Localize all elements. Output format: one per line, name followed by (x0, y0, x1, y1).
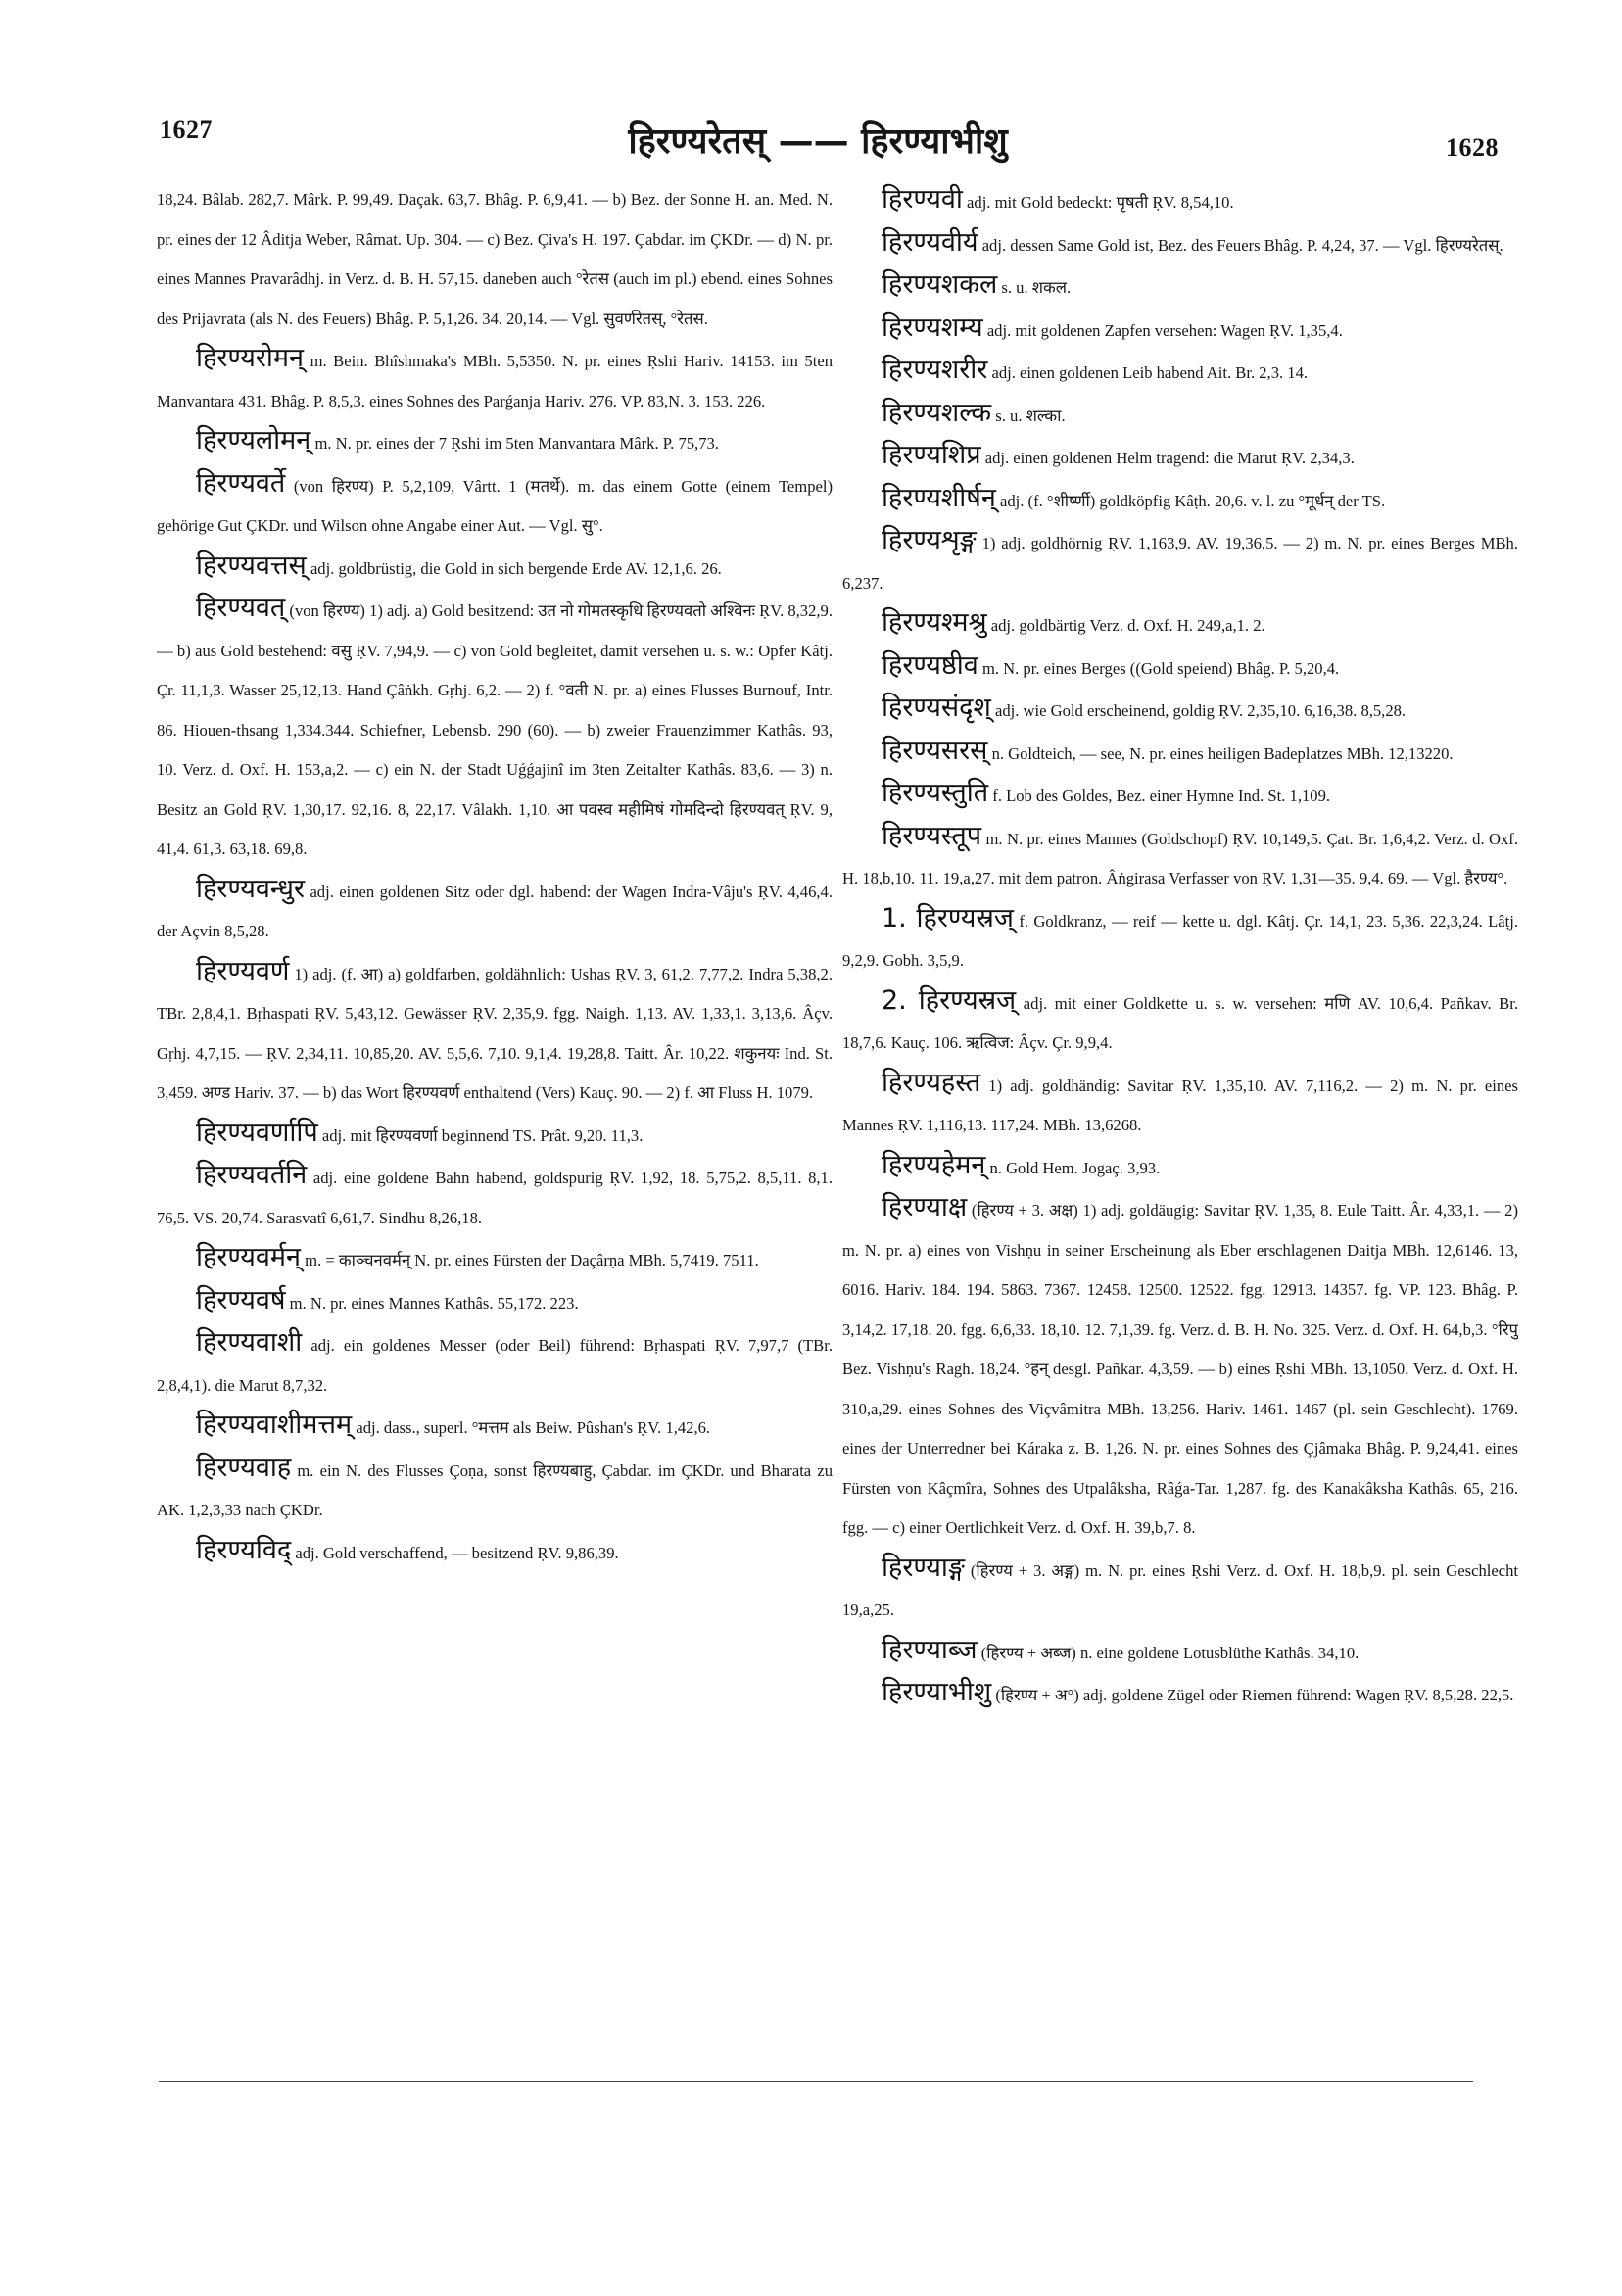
dictionary-entry (157, 1449, 833, 1531)
dictionary-entry (842, 1188, 1518, 1549)
entry-text: m. N. pr. eines Berges ((Gold speiend) Bhâg. P. 5,20,4. (981, 658, 1340, 678)
dictionary-entry (157, 952, 833, 1114)
entry-headword: हिरण्यष्ठीव (882, 649, 978, 681)
entry-text: 1) adj. (f. आ) a) goldfarben, goldähnlich: Ushas ṚV. 3, 61,2. 7,77,2. Indra 5,38,2. TBr. 2,8,4,1. Bṛhaspati ṚV. 5,43,12. Gewässer ṚV. 2,35,9. fgg. Naigh. 1,13. AV. 1,33,1. 3,13,6. Âçv. Gṛhj. 4,7,15. — ṚV. 2,34,11. 10,85,20. AV. 5,5,6. 7,10. 9,1,4. 19,28,8. Taitt. Âr. 10,22. शकुनयः Ind. St. 3,459. अण्ड Hariv. 37. — b) das Wort हिरण्यवर्ण enthaltend (Vers) Kauç. 90. — 2) f. आ Fluss H. 1079. (157, 964, 833, 1102)
entry-text: m. N. pr. eines Mannes Kathâs. 55,172. 223. (289, 1293, 579, 1313)
dictionary-entry (157, 1323, 833, 1406)
entry-headword: हिरण्यवीर्य (882, 226, 978, 258)
dictionary-entry (842, 394, 1518, 437)
entry-text: 1) adj. goldhörnig ṚV. 1,163,9. AV. 19,36,5. — 2) m. N. pr. eines Berges MBh. 6,237. (842, 534, 1518, 593)
dictionary-entry (157, 180, 833, 339)
entry-text: f. Lob des Goldes, Bez. einer Hymne Ind. St. 1,109. (992, 787, 1331, 805)
footer-rule (159, 2081, 1473, 2082)
entry-text: (von हिरण्य) P. 5,2,109, Vârtt. 1 (मतर्थे). m. das einem Gotte (einem Tempel) gehörige Gut ÇKDr. und Wilson ohne Angabe einer Aut. — Vgl. सु°. (157, 476, 833, 535)
dictionary-entry (842, 689, 1518, 732)
entry-text: m. N. pr. eines der 7 Ṛshi im 5ten Manvantara Mârk. P. 75,73. (314, 434, 719, 453)
dictionary-entry (157, 1531, 833, 1574)
entry-headword: हिरण्यशकल (882, 269, 998, 300)
entry-headword: 2. हिरण्यस्रज् (882, 984, 1017, 1016)
entry-text: (हिरण्य + अब्ज) n. eine goldene Lotusblüthe Kathâs. 34,10. (980, 1643, 1360, 1662)
entry-headword: हिरण्यविद् (196, 1534, 292, 1565)
entry-headword: हिरण्यवर्ते (196, 467, 286, 499)
entry-text: adj. mit einer Goldkette u. s. w. versehen: मणि AV. 10,6,4. Pañkav. Br. 18,7,6. Kauç. 106. ऋत्विज: Âçv. Çr. 9,9,4. (842, 993, 1518, 1052)
dictionary-entry (157, 589, 833, 870)
entry-headword: 1. हिरण्यस्रज् (882, 902, 1014, 933)
entry-headword: हिरण्यरोमन् (196, 343, 305, 373)
dictionary-entry (842, 1064, 1518, 1146)
entry-text: adj. dessen Same Gold ist, Bez. des Feuers Bhâg. P. 4,24, 37. — Vgl. हिरण्यरेतस्. (981, 235, 1503, 255)
dictionary-entry (157, 547, 833, 590)
dictionary-entry (842, 1673, 1518, 1716)
dictionary-entry (157, 339, 833, 421)
entry-headword: हिरण्यवत् (196, 593, 286, 623)
entry-headword: हिरण्यशीर्षन् (882, 482, 996, 513)
dictionary-entry (842, 899, 1518, 981)
entry-text: (हिरण्य + 3. अङ्ग) m. N. pr. eines Ṛshi Verz. d. Oxf. H. 18,b,9. pl. sein Geschlecht 19,a,25. (842, 1560, 1518, 1619)
dictionary-entry (842, 817, 1518, 899)
dictionary-entry (157, 464, 833, 547)
entry-headword: हिरण्यलोमन् (196, 425, 311, 455)
right-page-number: 1628 (1446, 133, 1499, 162)
entry-text: m. ein N. des Flusses Çoṇa, sonst हिरण्यबाहु, Çabdar. im ÇKDr. und Bharata zu AK. 1,2,3,33 nach ÇKDr. (157, 1460, 833, 1519)
entry-headword: हिरण्यवाशीमत्तम् (196, 1410, 353, 1440)
entry-headword: हिरण्यसंदृश् (882, 693, 991, 723)
entry-headword: हिरण्यस्तुति (882, 778, 989, 808)
entry-text: adj. dass., superl. °मत्तम als Beiw. Pûshan's ṚV. 1,42,6. (356, 1418, 711, 1437)
entry-text: adj. einen goldenen Sitz oder dgl. habend: der Wagen Indra-Vâju's ṚV. 4,46,4. der Açvin 8,5,28. (157, 882, 833, 940)
entry-headword: हिरण्यशल्क (882, 397, 992, 428)
dictionary-entry (157, 1406, 833, 1449)
entry-text: m. Bein. Bhîshmaka's MBh. 5,5350. N. pr. eines Ṛshi Hariv. 14153. im 5ten Manvantara 431. Bhâg. P. 8,5,3. eines Sohnes des Parǵanja Hariv. 276. VP. 83,N. 3. 153. 226. (157, 352, 833, 410)
entry-text: adj. eine goldene Bahn habend, goldspurig ṚV. 1,92, 18. 5,75,2. 8,5,11. 8,1. 76,5. VS. 20,74. Sarasvatî 6,61,7. Sindhu 8,26,18. (157, 1169, 833, 1227)
entry-headword: हिरण्यवाह (196, 1452, 292, 1483)
entry-headword: हिरण्याङ्ग (882, 1552, 965, 1583)
entry-headword: हिरण्यहस्त (882, 1067, 981, 1098)
dictionary-entry (157, 421, 833, 464)
dictionary-entry (842, 351, 1518, 394)
entry-text: n. Goldteich, — see, N. pr. eines heiligen Badeplatzes MBh. 12,13220. (991, 743, 1454, 763)
entry-text: adj. (f. °शीर्ष्णी) goldköpfig Kâṭh. 20,6. v. l. zu °मूर्धन् der TS. (999, 491, 1386, 510)
entry-text: 1) adj. goldhändig: Savitar ṚV. 1,35,10. AV. 7,116,2. — 2) m. N. pr. eines Mannes ṚV. 1,116,13. 117,24. MBh. 13,6268. (842, 1076, 1518, 1134)
entry-headword: हिरण्यवर्ण (196, 955, 290, 986)
entry-text: adj. goldbärtig Verz. d. Oxf. H. 249,a,1. 2. (990, 616, 1265, 635)
entry-text: m. N. pr. eines Mannes (Goldschopf) ṚV. 10,149,5. Çat. Br. 1,6,4,2. Verz. d. Oxf. H. 18,b,10. 11. 19,a,27. mit dem patron. Âṅgirasa Verfasser von ṚV. 1,31—35. 9,4. 69. — Vgl. हैरण्य°. (842, 829, 1518, 887)
dictionary-entry (842, 1146, 1518, 1189)
entry-headword: हिरण्यश्मश्रु (882, 607, 987, 638)
entry-text: (हिरण्य + 3. अक्ष) 1) adj. goldäugig: Savitar ṚV. 1,35, 8. Eule Taitt. Âr. 4,33,1. — 2) m. N. pr. a) eines von Vishṇu in seiner Erscheinung als Eber erschlagenen Daitja MBh. 12,6146. 13, 6016. Hariv. 184. 194. 5863. 7367. 12458. 12500. 12522. fgg. 12913. 14357. fg. VP. 123. Bhâg. P. 3,14,2. 17,18. 20. fgg. 6,6,33. 18,10. 12. 7,1,39. fg. Verz. d. B. H. No. 325. Verz. d. Oxf. H. 64,b,3. °रिपु Bez. Vishṇu's Ragh. 18,24. °हन् desgl. Pañkar. 4,3,59. — b) eines Ṛshi MBh. 13,1050. Verz. d. Oxf. H. 310,a,29. eines Sohnes des Viçvâmitra MBh. 13,256. Hariv. 1461. 1467 (pl. sein Geschlecht). 1769. eines der Unterredner bei Káraka z. B. 1,26. N. pr. eines Sohnes des Çjâmaka Bhâg. P. 9,24,41. eines Fürsten von Kâçmîra, Sohnes des Utpalâksha, Râǵa-Tar. 1,287. fg. des Kanakâksha Kathâs. 65, 216. fgg. — c) einer Oertlichkeit Verz. d. Oxf. H. 39,b,7. 8. (842, 1201, 1518, 1537)
entry-text: adj. goldbrüstig, die Gold in sich bergende Erde AV. 12,1,6. 26. (310, 558, 722, 578)
dictionary-entry (842, 436, 1518, 479)
entry-headword: हिरण्याक्ष (882, 1192, 968, 1222)
entry-headword: हिरण्यवर्ष (196, 1284, 286, 1315)
dictionary-entry (842, 309, 1518, 352)
dictionary-entry (157, 1156, 833, 1238)
left-column (157, 180, 833, 2032)
entry-text: adj. Gold verschaffend, — besitzend ṚV. 9,86,39. (295, 1543, 619, 1562)
entry-headword: हिरण्यवाशी (196, 1327, 303, 1358)
entry-text: s. u. शकल. (1001, 278, 1072, 297)
entry-headword: हिरण्यवर्तनि (196, 1160, 308, 1190)
dictionary-entry (842, 180, 1518, 223)
entry-headword: हिरण्यवत्तस् (196, 550, 307, 581)
dictionary-entry (157, 1281, 833, 1324)
entry-text: (von हिरण्य) 1) adj. a) Gold besitzend: उत नो गोमतस्कृधि हिरण्यवतो अश्विनः ṚV. 8,32,9. — b) aus Gold bestehend: वसु ṚV. 7,94,9. — c) von Gold begleitet, damit versehen u. s. w.: Opfer Kâtj. Çr. 11,1,3. Wasser 25,12,13. Hand Çâṅkh. Gṛhj. 6,2. — 2) f. °वती N. pr. a) eines Flusses Burnouf, Intr. 86. Hiouen-thsang 1,334.344. Schiefner, Lebensb. 290 (60). — b) zweier Frauenzimmer Kathâs. 93, 10. Verz. d. Oxf. H. 153,a,2. — c) ein N. der Stadt Uǵǵajinî im 3ten Zeitalter Kathâs. 83,6. — 3) n. Besitz an Gold ṚV. 1,30,17. 92,16. 8, 22,17. Vâlakh. 1,10. आ पवस्व महीमिषं गोमदिन्दो हिरण्यवत् ṚV. 9, 41,4. 61,3. 63,18. 69,8. (157, 601, 833, 858)
entry-headword: हिरण्यशरीर (882, 355, 988, 385)
dictionary-entry (842, 265, 1518, 309)
entry-text: adj. einen goldenen Helm tragend: die Marut ṚV. 2,34,3. (984, 449, 1355, 467)
dictionary-entry (842, 1549, 1518, 1631)
entry-text: (हिरण्य + अ°) adj. goldene Zügel oder Riemen führend: Wagen ṚV. 8,5,28. 22,5. (995, 1686, 1514, 1704)
dictionary-entry (842, 479, 1518, 522)
entry-headword: हिरण्यवर्मन् (196, 1242, 302, 1272)
entry-headword: हिरण्यशम्य (882, 311, 983, 343)
dictionary-entry (842, 603, 1518, 646)
entry-headword: हिरण्यशिप्र (882, 440, 981, 470)
running-header: हिरण्यरेतस् —— हिरण्याभीशु (628, 121, 1008, 162)
dictionary-entry (157, 1114, 833, 1157)
dictionary-entry (842, 732, 1518, 775)
entry-headword: हिरण्यवी (882, 184, 963, 215)
entry-headword: हिरण्यसरस् (882, 735, 988, 766)
entry-text: adj. mit goldenen Zapfen versehen: Wagen ṚV. 1,35,4. (986, 320, 1343, 340)
dictionary-entry (842, 646, 1518, 690)
entry-headword: हिरण्यशृङ्ग (882, 525, 977, 555)
entry-headword: हिरण्याभीशु (882, 1677, 992, 1707)
dictionary-entry (842, 521, 1518, 603)
entry-headword: हिरण्यवर्णापि (196, 1117, 318, 1148)
dictionary-entry (842, 981, 1518, 1064)
entry-text: s. u. शल्का. (995, 406, 1066, 425)
entry-text: 18,24. Bâlab. 282,7. Mârk. P. 99,49. Daçak. 63,7. Bhâg. P. 6,9,41. — b) Bez. der Sonne H. an. Med. N. pr. eines der 12 Âditja Weber, Râmat. Up. 304. — c) Bez. Çiva's H. 197. Çabdar. im ÇKDr. — d) N. pr. eines Mannes Pravarâdhj. in Verz. d. B. H. 57,15. daneben auch °रेतस (auch im pl.) ebend. eines Sohnes des Prijavrata (als N. des Feuers) Bhâg. P. 5,1,26. 34. 20,14. — Vgl. सुवर्णरेतस्, °रेतस. (157, 190, 833, 328)
left-page-number: 1627 (160, 116, 213, 144)
entry-headword: हिरण्यहेमन् (882, 1149, 986, 1180)
dictionary-entry (842, 1631, 1518, 1674)
entry-text: f. Goldkranz, — reif — kette u. dgl. Kâtj. Çr. 14,1, 23. 5,36. 22,3,24. Lâṭj. 9,2,9. Gobh. 3,5,9. (842, 911, 1518, 970)
dictionary-entry (157, 1238, 833, 1281)
entry-text: adj. wie Gold erscheinend, goldig ṚV. 2,35,10. 6,16,38. 8,5,28. (994, 701, 1407, 720)
right-column (842, 180, 1518, 2032)
entry-text: adj. einen goldenen Leib habend Ait. Br. 2,3. 14. (991, 363, 1309, 382)
entry-headword: हिरण्यवन्धुर (196, 873, 305, 904)
entry-headword: हिरण्यस्तूप (882, 820, 982, 851)
entry-text: m. = काञ्चनवर्मन् N. pr. eines Fürsten der Daçârṇa MBh. 5,7419. 7511. (305, 1251, 759, 1269)
entry-text: n. Gold Hem. Jogaç. 3,93. (989, 1158, 1161, 1177)
dictionary-entry (842, 774, 1518, 817)
dictionary-entry (842, 223, 1518, 266)
entry-text: adj. ein goldenes Messer (oder Beil) führend: Bṛhaspati ṚV. 7,97,7 (TBr. 2,8,4,1). die Marut 8,7,32. (157, 1336, 833, 1395)
dictionary-entry (157, 870, 833, 952)
entry-text: adj. mit हिरण्यवर्णा beginnend TS. Prât. 9,20. 11,3. (321, 1125, 644, 1145)
entry-text: adj. mit Gold bedeckt: पृषती ṚV. 8,54,10. (967, 193, 1234, 212)
entry-headword: हिरण्याब्ज (882, 1634, 978, 1665)
